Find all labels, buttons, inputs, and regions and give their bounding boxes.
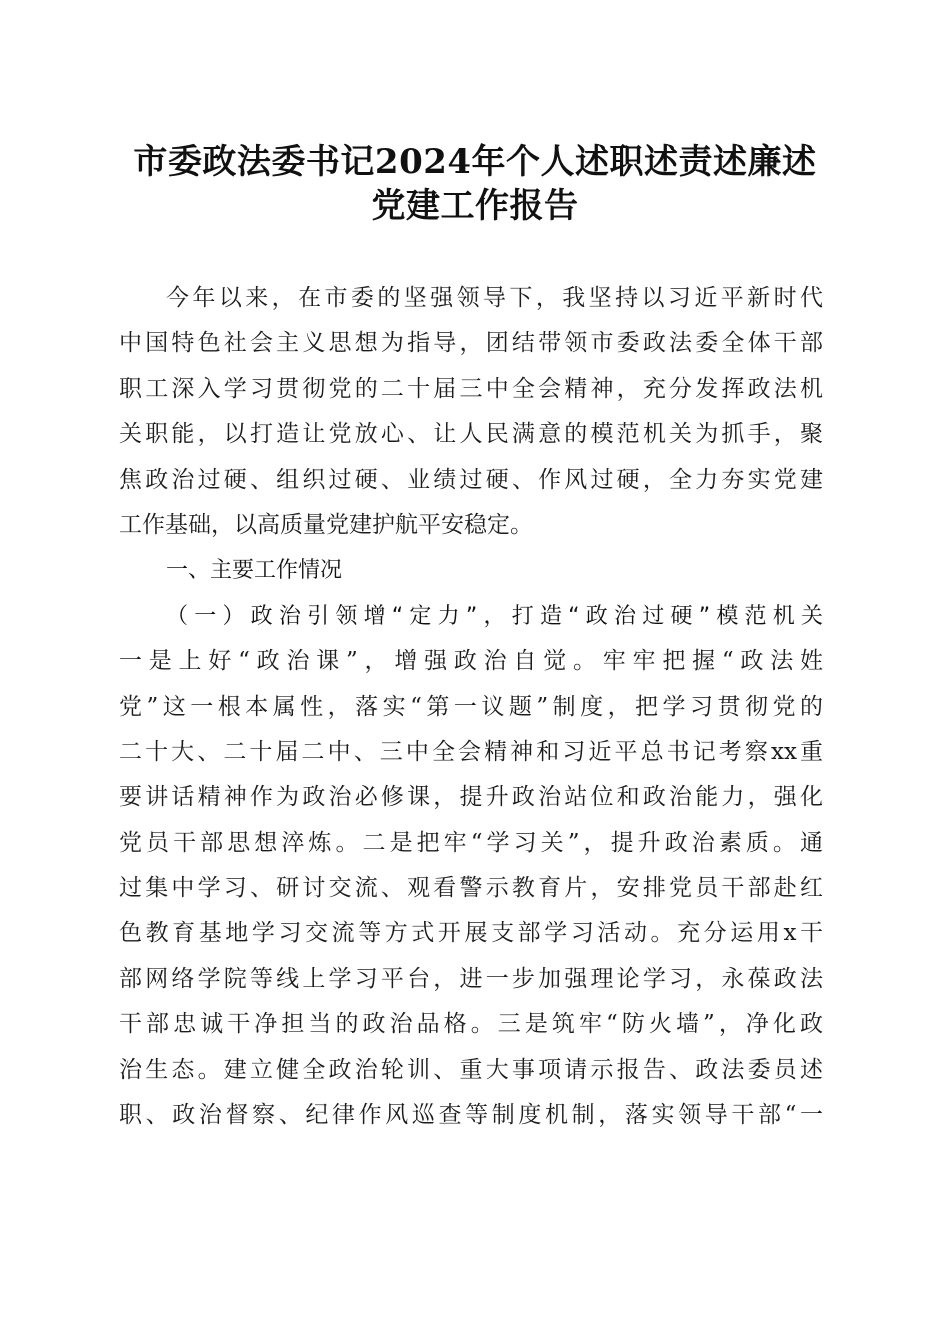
intro-line: 工作基础，以高质量党建护航平安稳定。 (119, 511, 533, 538)
body-line: 部网络学院等线上学习平台，进一步加强理论学习，永葆政法 (119, 965, 823, 992)
body-line: 治生态。建立健全政治轮训、重大事项请示报告、政法委员述 (119, 1056, 823, 1083)
document-body (119, 276, 823, 1138)
intro-line: 职工深入学习贯彻党的二十届三中全会精神，充分发挥政法机 (119, 375, 823, 402)
intro-line: 焦政治过硬、组织过硬、业绩过硬、作风过硬，全力夯实党建 (119, 466, 823, 493)
title-line-1: 市委政法委书记2024年个人述职述责述廉述 (133, 142, 817, 182)
section-heading: 一、主要工作情况 (166, 558, 343, 584)
intro-line: 中国特色社会主义思想为指导，团结带领市委政法委全体干部 (119, 330, 823, 357)
body-line: 一是上好“政治课”，增强政治自觉。牢牢把握“政法姓 (119, 648, 823, 675)
body-line: 党员干部思想淬炼。二是把牢“学习关”，提升政治素质。通 (119, 829, 823, 856)
body-line: 二十大、二十届二中、三中全会精神和习近平总书记考察xx重 (119, 738, 823, 765)
body-line: 干部忠诚干净担当的政治品格。三是筑牢“防火墙”，净化政 (119, 1011, 823, 1038)
body-line: 过集中学习、研讨交流、观看警示教育片，安排党员干部赴红 (119, 875, 823, 902)
document-title (0, 140, 950, 228)
body-line: 职、政治督察、纪律作风巡查等制度机制，落实领导干部“一 (119, 1102, 823, 1129)
intro-line: 今年以来，在市委的坚强领导下，我坚持以习近平新时代 (166, 285, 823, 311)
body-line: 色教育基地学习交流等方式开展支部学习活动。充分运用x干 (119, 920, 823, 947)
title-line-2: 党建工作报告 (371, 186, 579, 226)
body-line: 党”这一根本属性，落实“第一议题”制度，把学习贯彻党的 (119, 693, 823, 720)
subsection-heading: （一）政治引领增“定力”，打造“政治过硬”模范机关 (166, 603, 823, 629)
intro-line: 关职能，以打造让党放心、让人民满意的模范机关为抓手，聚 (119, 421, 823, 448)
body-line: 要讲话精神作为政治必修课，提升政治站位和政治能力，强化 (119, 784, 823, 811)
